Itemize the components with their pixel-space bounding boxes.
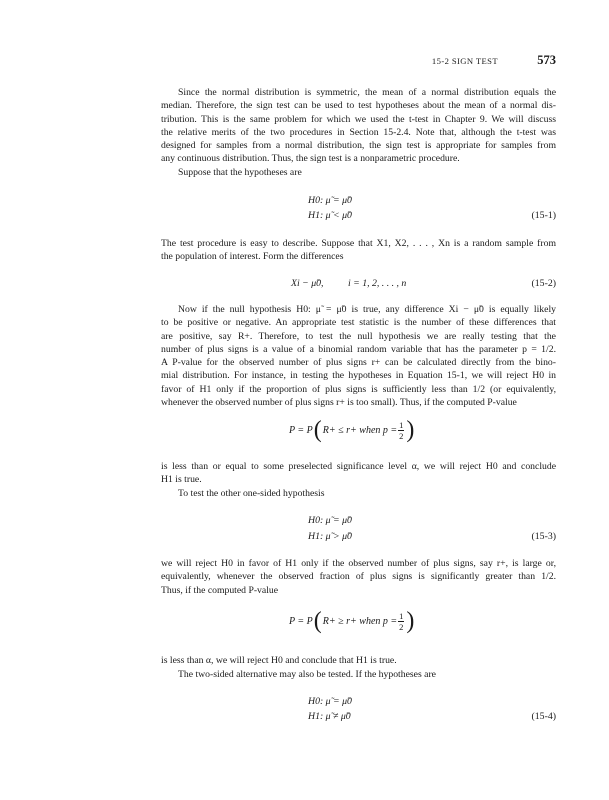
- text-line: we will reject H0 in favor of H1 only if the observed number of plus signs, say r+, is large or,: [161, 558, 556, 569]
- text-line: Thus, if the computed P-value: [161, 584, 279, 596]
- hypothesis-null: H0: μ̃ = μ̃0: [308, 515, 352, 526]
- hypothesis-alternative: H1: μ̃ < μ̃0: [308, 210, 352, 221]
- fraction-denominator: 2: [399, 621, 404, 632]
- equation-p-value-upper: [161, 604, 556, 638]
- text-line: tribution. This is the same problem for which we used the t-test in Chapter 9. We will discuss: [161, 113, 556, 125]
- hypothesis-null: H0: μ̃ = μ̃0: [308, 696, 352, 707]
- hypothesis-alternative: H1: μ̃ > μ̃0: [308, 531, 352, 542]
- p-value-expression: [289, 413, 415, 447]
- right-paren: ): [406, 417, 415, 443]
- fraction-one-half: [398, 420, 404, 441]
- equation-p-value-lower: [161, 413, 556, 447]
- hypothesis-alternative: H1: μ̃ ≠ μ̃0: [308, 711, 351, 722]
- p-value-inner: R+ ≤ r+ when p =: [322, 424, 398, 436]
- left-paren: (: [313, 608, 322, 634]
- text-line: The test procedure is easy to describe. Suppose that X1, X2, . . . , Xn is a random sample from: [161, 238, 556, 249]
- equation-number: (15-4): [531, 711, 556, 722]
- right-paren: ): [406, 608, 415, 634]
- text-line: median. Therefore, the sign test can be used to test hypotheses about the mean of a normal dis-: [161, 100, 556, 112]
- text-line: whenever the observed number of plus signs r+ is too small). Thus, if the computed P-value: [161, 397, 517, 409]
- text-line: mial distribution. For instance, in testing the hypotheses in Equation 15-1, we will reject H0 in: [161, 370, 556, 382]
- text-line: H1 is true.: [161, 474, 202, 486]
- equation-hypotheses-3-h0: [161, 515, 556, 529]
- paragraph-conclude: [161, 654, 556, 667]
- text-line: is less than α, we will reject H0 and conclude that H1 is true.: [161, 655, 397, 666]
- text-line: number of plus signs is a value of a binomial random variable that has the parameter p = 1/2.: [161, 343, 556, 355]
- fraction-numerator: 1: [399, 419, 404, 430]
- running-head: 15-2 SIGN TEST: [431, 56, 498, 66]
- equation-hypotheses-1-h0: [161, 195, 556, 209]
- text-line: A P-value for the observed number of plus signs r+ can be calculated directly from the bino-: [161, 357, 556, 369]
- paragraph-other-hypothesis: [161, 487, 556, 500]
- paragraph-reject-h0: [161, 460, 556, 487]
- text-line: To test the other one-sided hypothesis: [178, 488, 325, 499]
- text-line: The two-sided alternative may also be tested. If the hypotheses are: [178, 669, 436, 680]
- differences-expression: Xi − μ̃0, i = 1, 2, . . . , n: [291, 278, 407, 289]
- text-line: is less than or equal to some preselected significance level α, we will reject H0 and conclude: [161, 461, 556, 472]
- equation-number: (15-2): [531, 278, 556, 289]
- p-value-expression: [289, 604, 415, 638]
- p-value-inner: R+ ≥ r+ when p =: [322, 615, 398, 627]
- hypothesis-null: H0: μ̃ = μ̃0: [308, 195, 352, 206]
- p-value-lhs: P = P: [289, 615, 313, 627]
- equation-hypotheses-4-h1: [161, 711, 556, 725]
- page-number: 573: [537, 53, 556, 67]
- text-line: the population of interest. Form the differences: [161, 251, 344, 263]
- text-line: favor of H1 only if the proportion of plus signs is sufficiently less than 1/2 (or equivalently,: [161, 383, 556, 395]
- paragraph-intro: [161, 86, 556, 166]
- left-paren: (: [313, 417, 322, 443]
- equation-number: (15-3): [531, 531, 556, 542]
- text-line: are positive, say R+. Therefore, to test the null hypothesis we are really testing that the: [161, 330, 556, 342]
- text-line: equivalently, whenever the observed fraction of plus signs is significantly greater than 1/2.: [161, 571, 556, 583]
- text-line: designed for samples from a normal distribution, the sign test is appropriate for samples from: [161, 140, 556, 152]
- equation-hypotheses-3-h1: [161, 531, 556, 545]
- text-line: any continuous distribution. Thus, the sign test is a nonparametric procedure.: [161, 153, 460, 165]
- page-header: [161, 53, 556, 69]
- paragraph-reject-large: [161, 557, 556, 597]
- paragraph-suppose: [161, 166, 556, 179]
- paragraph-two-sided: [161, 668, 556, 681]
- text-line: Since the normal distribution is symmetric, the mean of a normal distribution equals the: [178, 87, 556, 98]
- p-value-lhs: P = P: [289, 424, 313, 436]
- paragraph-procedure: [161, 237, 556, 264]
- fraction-numerator: 1: [399, 610, 404, 621]
- equation-hypotheses-4-h0: [161, 696, 556, 710]
- text-line: Now if the null hypothesis H0: μ̃ = μ̃0 is true, any difference Xi − μ̃0 is equally likely: [178, 304, 556, 315]
- equation-hypotheses-1-h1: [161, 210, 556, 224]
- fraction-denominator: 2: [399, 430, 404, 441]
- fraction-one-half: [398, 611, 404, 632]
- text-line: Suppose that the hypotheses are: [178, 167, 302, 178]
- paragraph-null-hypothesis: [161, 303, 556, 409]
- equation-number: (15-1): [531, 210, 556, 221]
- text-line: the relative merits of the two procedures in Section 15-2.4. Note that, although the t-test was: [161, 126, 556, 138]
- equation-differences: [161, 278, 556, 292]
- text-line: to be positive or negative. An appropriate test statistic is the number of these differences that: [161, 317, 556, 329]
